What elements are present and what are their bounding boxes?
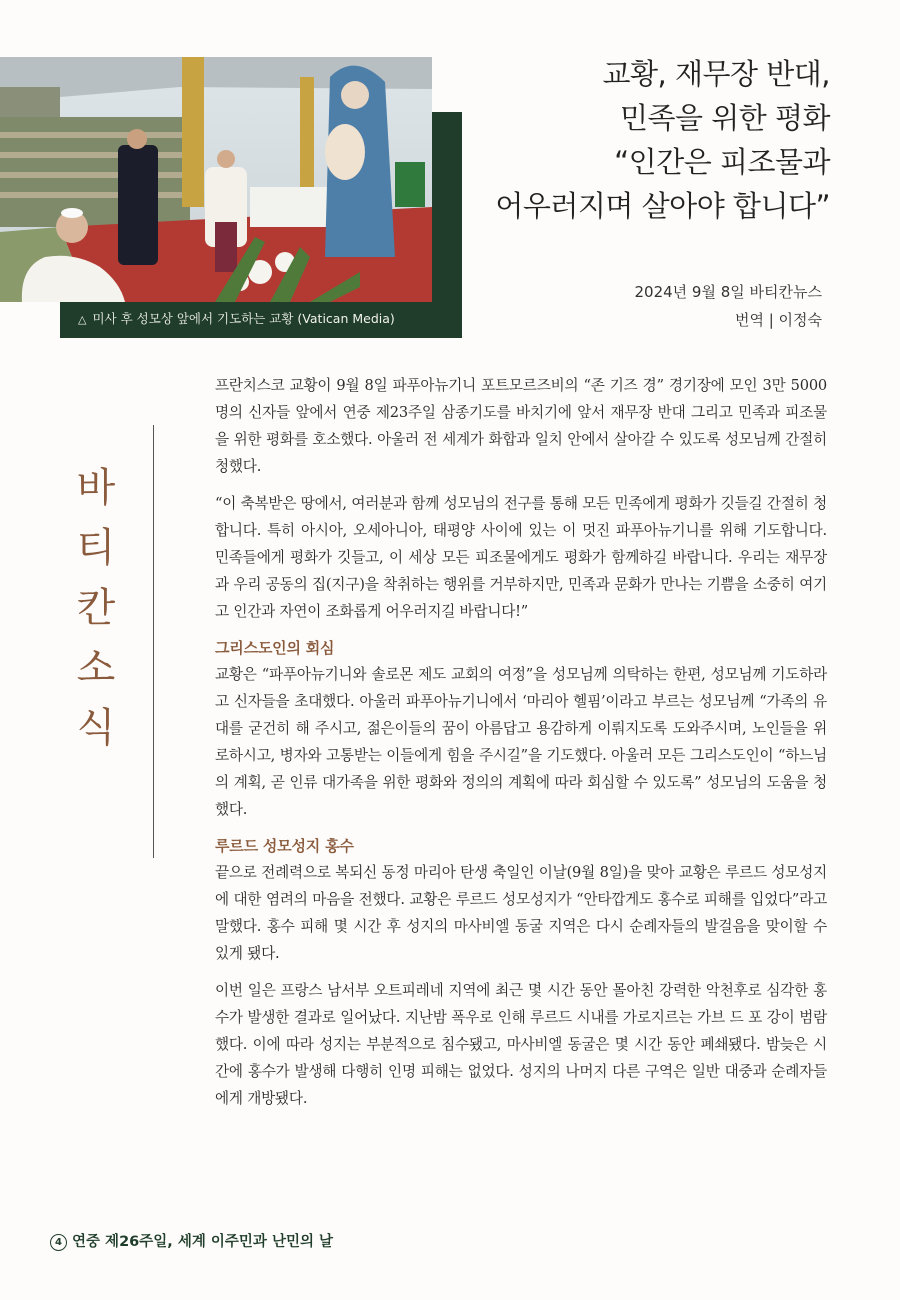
section-divider: [153, 425, 154, 858]
page-number: 4: [50, 1234, 67, 1251]
section-label-char: 소: [76, 645, 116, 691]
page-footer: [50, 1230, 333, 1251]
section-label-char: 바: [76, 465, 116, 511]
photo-caption-text: 미사 후 성모상 앞에서 기도하는 교황 (Vatican Media): [92, 311, 395, 326]
footer-text: 연중 제26주일, 세계 이주민과 난민의 날: [72, 1234, 334, 1250]
subheading-lourdes-flood: 루르드 성모성지 홍수: [215, 837, 354, 855]
section-label-char: 식: [76, 705, 116, 751]
headline-line-3: “인간은 피조물과: [614, 145, 830, 179]
paragraph-3: 교황은 “파푸아뉴기니와 솔로몬 제도 교회의 여정”을 성모님께 의탁하는 한편, 성모님께 기도하라고 신자들을 초대했다. 아울러 파푸아뉴기니에서 ‘마리아 헬핌’이라고 부르는 성모님께 “가족의 유대를 굳건히 해 주시고, 젊은이들의 꿈이 아름답고 용감하게 이뤄지도록 도와주시며, 노인들을 위로하시고, 병자와 고통받는 이들에게 힘을 주시길”을 기도했다. 아울러 모든 그리스도인이 “하느님의 계획, 곧 인류 대가족을 위한 평화와 정의의 계획에 따라 회심할 수 있도록” 성모님의 도움을 청했다.: [215, 666, 827, 818]
headline-line-4: 어우러지며 살아야 합니다”: [495, 189, 830, 223]
article-body: [215, 372, 827, 1122]
paragraph-1: 프란치스코 교황이 9월 8일 파푸아뉴기니 포트모르즈비의 “존 기즈 경” 경기장에 모인 3만 5000명의 신자들 앞에서 연중 제23주일 삼종기도를 바치기에 앞서 재무장 반대 그리고 민족과 피조물을 위한 평화를 호소했다. 아울러 전 세계가 화합과 일치 안에서 살아갈 수 있도록 성모님께 간절히 청했다.: [215, 377, 827, 475]
paragraph-2: “이 축복받은 땅에서, 여러분과 함께 성모님의 전구를 통해 모든 민족에게 평화가 깃들길 간절히 청합니다. 특히 아시아, 오세아니아, 태평양 사이에 있는 이 멋진 파푸아뉴기니를 위해 기도합니다. 민족들에게 평화가 깃들고, 이 세상 모든 피조물에게도 평화가 함께하길 바랍니다. 우리는 재무장과 우리 공동의 집(지구)을 착취하는 행위를 거부하지만, 민족과 문화가 만나는 기쁨을 소중히 여기고 인간과 자연이 조화롭게 어우러지길 바랍니다!”: [215, 495, 827, 620]
source-line: 2024년 9월 8일 바티칸뉴스: [634, 283, 822, 301]
photo-caption: [60, 300, 462, 338]
triangle-up-icon: △: [78, 313, 87, 326]
section-label-char: 칸: [76, 585, 116, 631]
article-headline: [390, 52, 830, 228]
paragraph-5: 이번 일은 프랑스 남서부 오트피레네 지역에 최근 몇 시간 동안 몰아친 강력한 악천후로 심각한 홍수가 발생한 결과로 일어났다. 지난밤 폭우로 인해 루르드 시내를 가로지르는 가브 드 포 강이 범람했다. 이에 따라 성지는 부분적으로 침수됐고, 마사비엘 동굴은 몇 시간 동안 폐쇄됐다. 밤늦은 시간에 홍수가 발생해 다행히 인명 피해는 없었다. 성지의 나머지 다른 구역은 일반 대중과 순례자들에게 개방됐다.: [215, 982, 827, 1107]
section-label-char: 티: [76, 525, 116, 571]
translator-line: 번역 | 이정숙: [734, 311, 822, 329]
paragraph-4: 끝으로 전례력으로 복되신 동정 마리아 탄생 축일인 이날(9월 8일)을 맞아 교황은 루르드 성모성지에 대한 염려의 마음을 전했다. 교황은 루르드 성모성지가 “안타깝게도 홍수로 피해를 입었다”라고 말했다. 홍수 피해 몇 시간 후 성지의 마사비엘 동굴 지역은 다시 순례자들의 발걸음을 맞이할 수 있게 됐다.: [215, 864, 827, 962]
article-meta: [635, 278, 823, 334]
photo-illustration: [0, 57, 432, 302]
section-label: [66, 458, 126, 758]
article-photo: [0, 57, 432, 302]
headline-line-2: 민족을 위한 평화: [619, 101, 830, 135]
headline-line-1: 교황, 재무장 반대,: [602, 57, 830, 91]
subheading-conversion: 그리스도인의 회심: [215, 639, 335, 657]
